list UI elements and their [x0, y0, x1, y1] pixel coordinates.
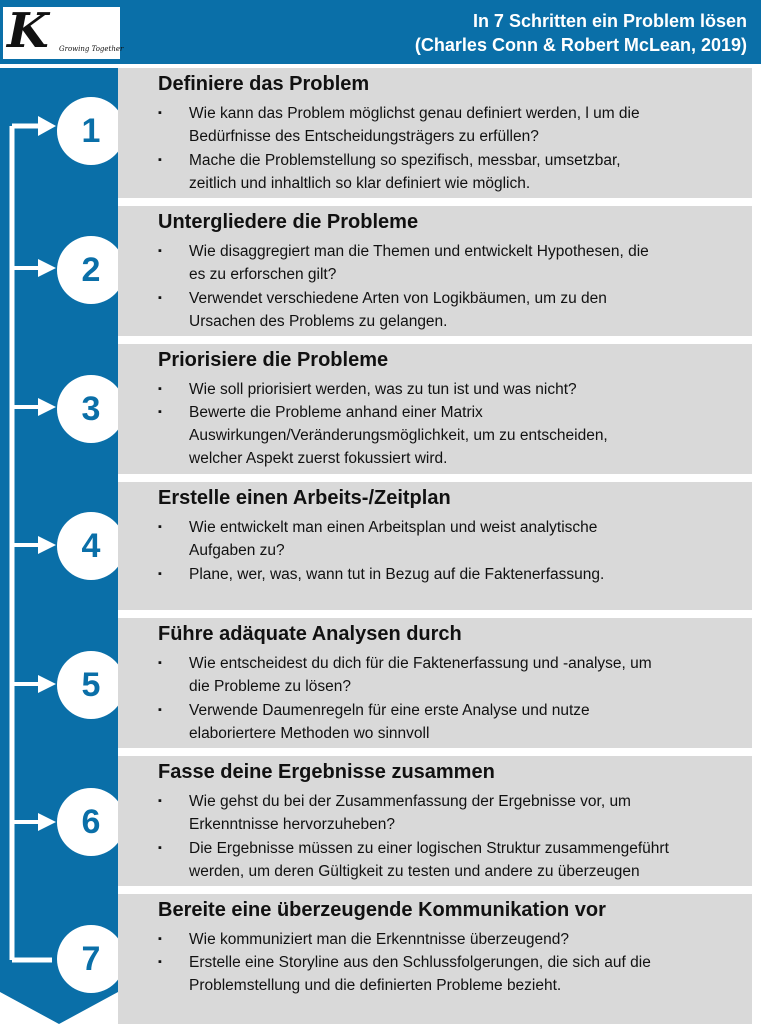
step-4-number: 4: [57, 512, 125, 580]
bullet-line: Wie gehst du bei der Zusammenfassung der Ergebnisse vor, um: [189, 793, 631, 810]
bullet-icon: ▪: [158, 704, 162, 716]
bullet-line: elaboriertere Methoden wo sinnvoll: [189, 725, 430, 742]
bullet-icon: ▪: [158, 933, 162, 945]
step-4-title: Erstelle einen Arbeits-/Zeitplan: [158, 487, 451, 509]
bullet-line: Wie soll priorisiert werden, was zu tun ist und was nicht?: [189, 381, 577, 398]
bullet-line: Wie entwickelt man einen Arbeitsplan und weist analytische: [189, 519, 598, 536]
bullet-icon: ▪: [158, 568, 162, 580]
bullet-icon: ▪: [158, 154, 162, 166]
step-3-box: [118, 344, 752, 474]
step-7-title: Bereite eine überzeugende Kommunikation vor: [158, 899, 606, 921]
bullet-icon: ▪: [158, 795, 162, 807]
step-5-number: 5: [57, 651, 125, 719]
step-2-box: [118, 206, 752, 336]
step-7-box: [118, 894, 752, 1024]
step-4-box: [118, 482, 752, 610]
step-6-number: 6: [57, 788, 125, 856]
bullet-line: Wie kommuniziert man die Erkenntnisse überzeugend?: [189, 931, 569, 948]
step-5-title: Führe adäquate Analysen durch: [158, 623, 462, 645]
logo-tagline: Growing Together: [59, 45, 124, 53]
step-2-title: Untergliedere die Probleme: [158, 211, 419, 233]
step-5-box: [118, 618, 752, 748]
step-7-number: 7: [57, 925, 125, 993]
bullet-icon: ▪: [158, 956, 162, 968]
bullet-line: Aufgaben zu?: [189, 542, 285, 559]
bullet-line: es zu erforschen gilt?: [189, 266, 337, 283]
bullet-icon: ▪: [158, 657, 162, 669]
bullet-line: Wie entscheidest du dich für die Faktenerfassung und -analyse, um: [189, 655, 652, 672]
step-2-number: 2: [57, 236, 125, 304]
bullet-line: Verwende Daumenregeln für eine erste Analyse und nutze: [189, 702, 590, 719]
step-1-title: Definiere das Problem: [158, 73, 370, 95]
step-3-number: 3: [57, 375, 125, 443]
bullet-line: Mache die Problemstellung so spezifisch, messbar, umsetzbar,: [189, 152, 621, 169]
bullet-line: Ursachen des Problems zu gelangen.: [189, 313, 448, 330]
step-3-title: Priorisiere die Probleme: [158, 349, 389, 371]
bullet-line: Erkenntnisse hervorzuheben?: [189, 816, 395, 833]
logo-letter: K: [7, 3, 49, 59]
bullet-line: die Probleme zu lösen?: [189, 678, 351, 695]
page-title-line2: (Charles Conn & Robert McLean, 2019): [414, 35, 747, 55]
bullet-line: Problemstellung und die definierten Probleme bezieht.: [189, 977, 562, 994]
bullet-icon: ▪: [158, 521, 162, 533]
bullet-line: Bedürfnisse des Entscheidungsträgers zu erfüllen?: [189, 128, 539, 145]
bullet-line: Die Ergebnisse müssen zu einer logischen Struktur zusammengeführt: [189, 840, 669, 857]
step-6-box: [118, 756, 752, 886]
bullet-icon: ▪: [158, 406, 162, 418]
bullet-icon: ▪: [158, 842, 162, 854]
bullet-line: Erstelle eine Storyline aus den Schlussfolgerungen, die sich auf die: [189, 954, 651, 971]
bullet-icon: ▪: [158, 245, 162, 257]
page-title-line1: In 7 Schritten ein Problem lösen: [472, 11, 747, 31]
bullet-line: zeitlich und inhaltlich so klar definiert wie möglich.: [189, 175, 531, 192]
bullet-line: Verwendet verschiedene Arten von Logikbäumen, um zu den: [189, 290, 607, 307]
step-1-box: [118, 68, 752, 198]
bullet-icon: ▪: [158, 383, 162, 395]
bullet-line: Wie disaggregiert man die Themen und entwickelt Hypothesen, die: [189, 243, 649, 260]
bullet-line: Auswirkungen/Veränderungsmöglichkeit, um zu entscheiden,: [189, 427, 608, 444]
bullet-line: Wie kann das Problem möglichst genau definiert werden, l um die: [189, 105, 640, 122]
bullet-line: Bewerte die Probleme anhand einer Matrix: [189, 404, 483, 421]
bullet-icon: ▪: [158, 107, 162, 119]
bullet-line: welcher Aspekt zuerst fokussiert wird.: [189, 450, 448, 467]
bullet-line: werden, um deren Gültigkeit zu testen und andere zu überzeugen: [189, 863, 640, 880]
step-1-number: 1: [57, 97, 125, 165]
step-6-title: Fasse deine Ergebnisse zusammen: [158, 761, 495, 783]
bullet-line: Plane, wer, was, wann tut in Bezug auf die Faktenerfassung.: [189, 566, 605, 583]
bullet-icon: ▪: [158, 292, 162, 304]
